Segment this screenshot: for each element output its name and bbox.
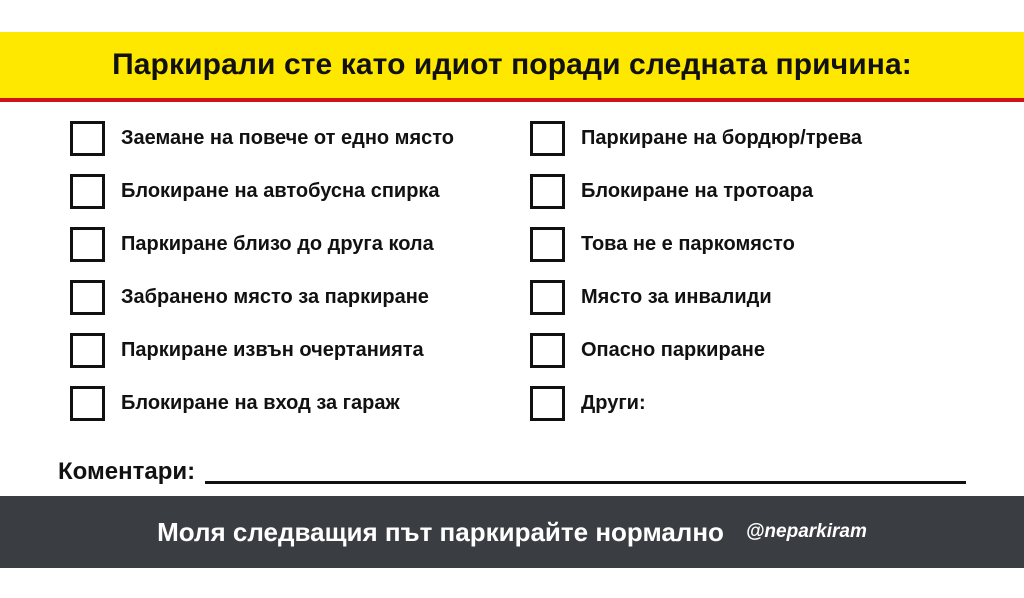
list-item[interactable] [530, 324, 966, 377]
checkbox-icon[interactable] [70, 386, 105, 421]
checkbox-icon[interactable] [530, 280, 565, 315]
checkbox-icon[interactable] [70, 174, 105, 209]
checkbox-icon[interactable] [530, 333, 565, 368]
page-title: Паркирали сте като идиот поради следната причина: [112, 48, 912, 81]
checklist-column-right [530, 112, 966, 430]
comments-section [58, 458, 966, 488]
list-item[interactable] [530, 377, 966, 430]
checkbox-icon[interactable] [70, 121, 105, 156]
checklist-item-label: Паркиране на бордюр/трева [581, 127, 863, 149]
list-item[interactable] [530, 271, 966, 324]
social-handle: @neparkiram [745, 521, 867, 542]
list-item[interactable] [70, 165, 530, 218]
checklist-item-label: Блокиране на тротоара [581, 180, 814, 202]
checkbox-icon[interactable] [530, 227, 565, 262]
checklist-item-label: Блокиране на вход за гараж [121, 392, 400, 414]
list-item[interactable] [530, 112, 966, 165]
list-item[interactable] [530, 165, 966, 218]
header-band [0, 32, 1024, 98]
checklist-item-label: Място за инвалиди [581, 286, 772, 308]
list-item[interactable] [70, 324, 530, 377]
footer-message: Моля следващия път паркирайте нормално [157, 516, 724, 547]
header-divider [0, 98, 1024, 102]
comments-label: Коментари: [58, 458, 196, 485]
checklist-item-label: Това не е паркомясто [581, 233, 795, 255]
list-item[interactable] [70, 112, 530, 165]
list-item[interactable] [70, 377, 530, 430]
checklist-item-label: Блокиране на автобусна спирка [121, 180, 440, 202]
checklist-item-label: Опасно паркиране [581, 339, 766, 361]
checklist [0, 112, 1024, 430]
checklist-item-label: Забранено място за паркиране [121, 286, 429, 308]
checkbox-icon[interactable] [70, 280, 105, 315]
checklist-item-label: Други: [581, 392, 646, 414]
checklist-column-left [70, 112, 530, 430]
list-item[interactable] [530, 218, 966, 271]
checklist-item-label: Паркиране извън очертанията [121, 339, 424, 361]
checkbox-icon[interactable] [530, 174, 565, 209]
footer-band [0, 496, 1024, 568]
list-item[interactable] [70, 218, 530, 271]
checkbox-icon[interactable] [530, 121, 565, 156]
list-item[interactable] [70, 271, 530, 324]
checkbox-icon[interactable] [70, 227, 105, 262]
checklist-item-label: Паркиране близо до друга кола [121, 233, 434, 255]
checkbox-icon[interactable] [70, 333, 105, 368]
checklist-item-label: Заемане на повече от едно място [121, 127, 455, 149]
comments-input-line[interactable] [205, 481, 966, 484]
checkbox-icon[interactable] [530, 386, 565, 421]
